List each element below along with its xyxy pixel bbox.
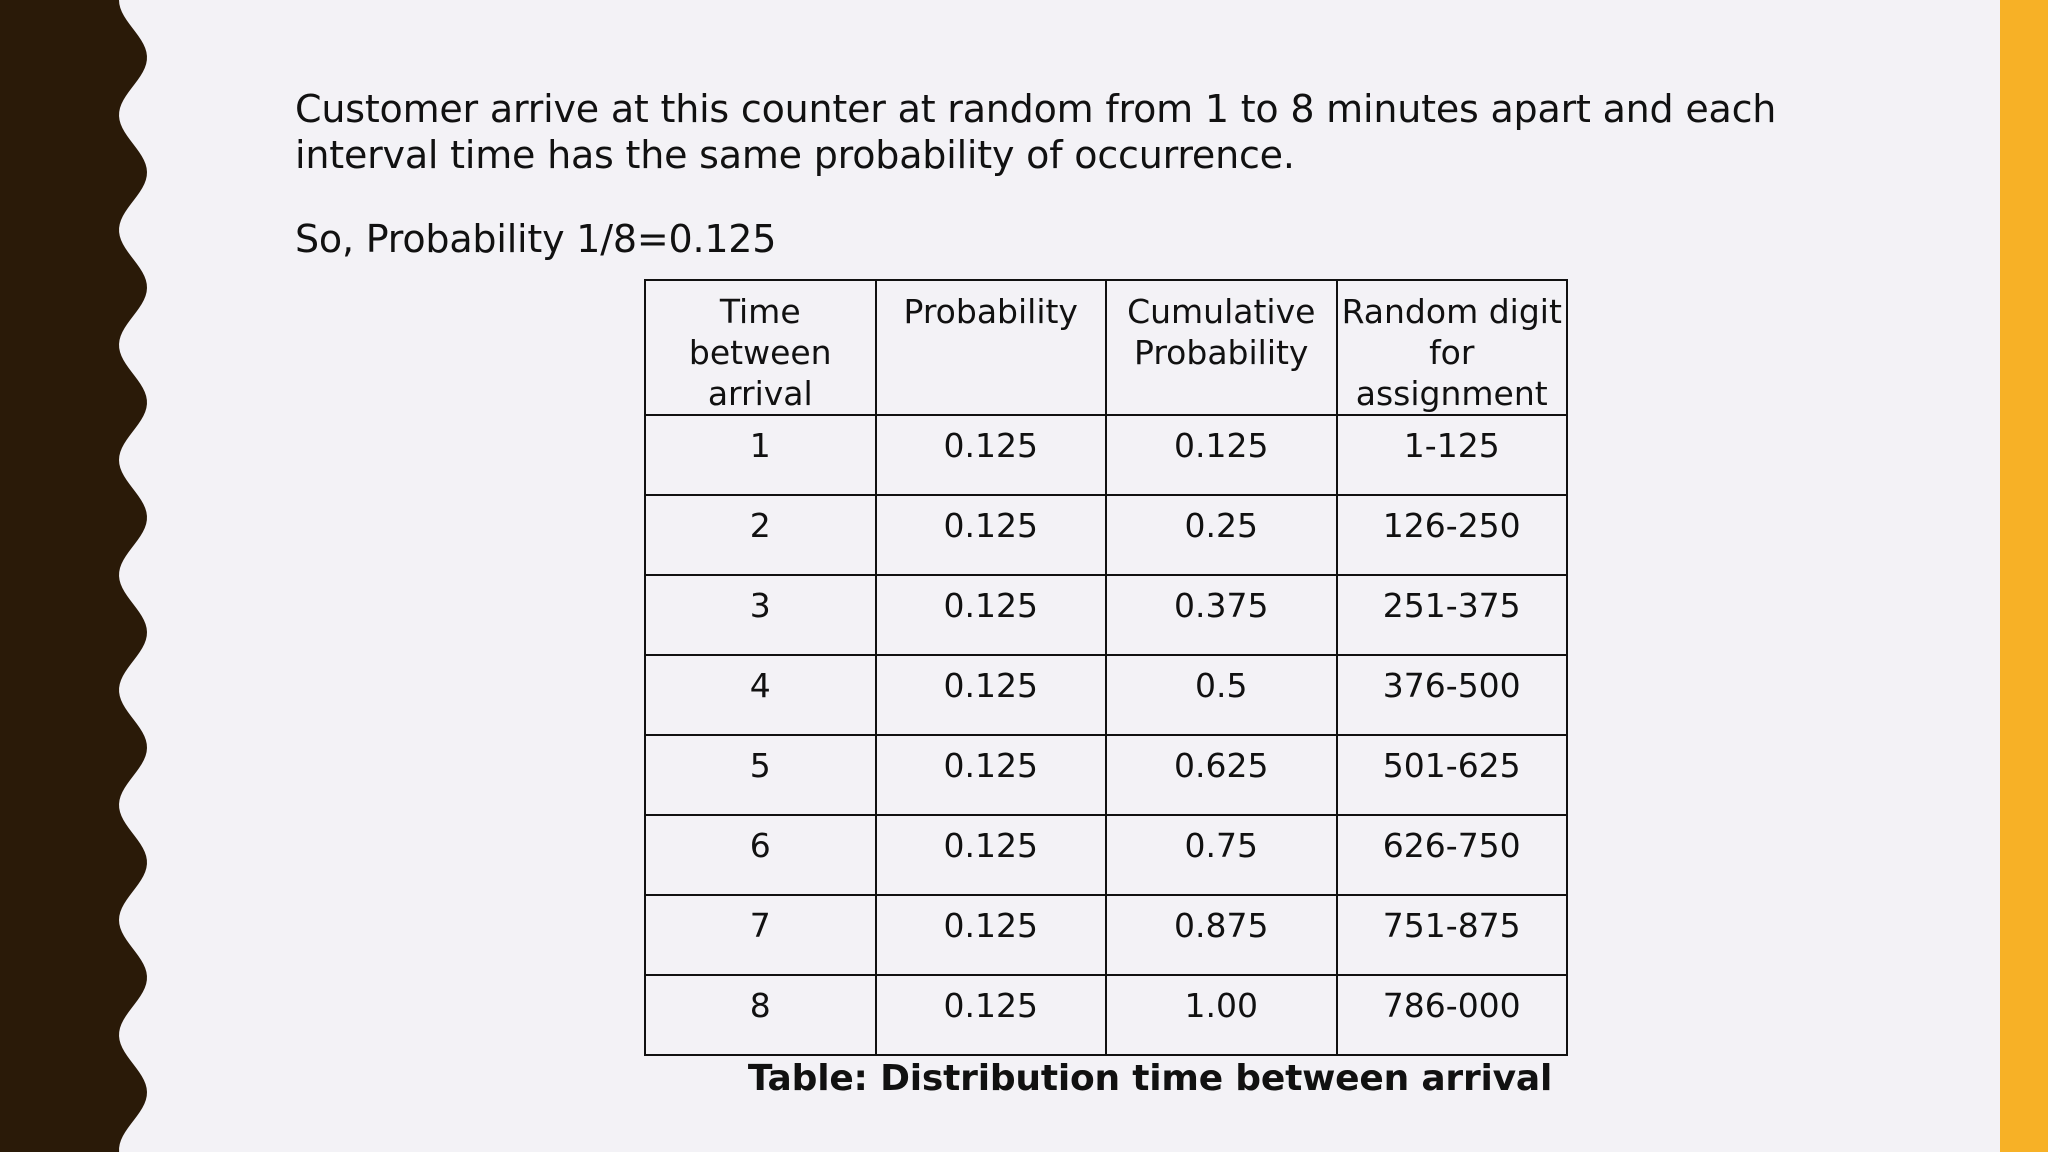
table-row	[645, 415, 1567, 495]
table-row	[645, 815, 1567, 895]
cell-random-digit: 626-750	[1337, 815, 1568, 895]
cell-time: 2	[645, 495, 876, 575]
right-accent-stripe	[2000, 0, 2048, 1152]
cell-time: 6	[645, 815, 876, 895]
cell-probability: 0.125	[876, 735, 1107, 815]
cell-random-digit: 786-000	[1337, 975, 1568, 1055]
cell-probability: 0.125	[876, 895, 1107, 975]
cell-cumulative: 0.375	[1106, 575, 1337, 655]
table-header-row	[645, 280, 1567, 415]
table-caption: Table: Distribution time between arrival	[747, 1058, 1553, 1099]
header-probability: Probability	[876, 280, 1107, 415]
cell-probability: 0.125	[876, 975, 1107, 1055]
cell-probability: 0.125	[876, 495, 1107, 575]
left-wave-decoration	[0, 0, 180, 1152]
header-time-between-arrival: Time between arrival	[645, 280, 876, 415]
cell-cumulative: 0.125	[1106, 415, 1337, 495]
cell-probability: 0.125	[876, 655, 1107, 735]
cell-cumulative: 0.75	[1106, 815, 1337, 895]
table-row	[645, 735, 1567, 815]
cell-random-digit: 251-375	[1337, 575, 1568, 655]
distribution-table	[644, 279, 1568, 1056]
table-row	[645, 575, 1567, 655]
cell-time: 1	[645, 415, 876, 495]
cell-random-digit: 126-250	[1337, 495, 1568, 575]
cell-cumulative: 0.625	[1106, 735, 1337, 815]
cell-random-digit: 376-500	[1337, 655, 1568, 735]
header-cumulative-probability: Cumulative Probability	[1106, 280, 1337, 415]
cell-probability: 0.125	[876, 575, 1107, 655]
cell-random-digit: 1-125	[1337, 415, 1568, 495]
cell-cumulative: 0.875	[1106, 895, 1337, 975]
table-row	[645, 655, 1567, 735]
cell-probability: 0.125	[876, 415, 1107, 495]
table-row	[645, 975, 1567, 1055]
table-row	[645, 895, 1567, 975]
cell-time: 5	[645, 735, 876, 815]
header-random-digit: Random digit for assignment	[1337, 280, 1568, 415]
cell-time: 7	[645, 895, 876, 975]
cell-cumulative: 1.00	[1106, 975, 1337, 1055]
probability-statement: So, Probability 1/8=0.125	[295, 217, 777, 261]
cell-time: 3	[645, 575, 876, 655]
cell-time: 4	[645, 655, 876, 735]
cell-probability: 0.125	[876, 815, 1107, 895]
cell-cumulative: 0.5	[1106, 655, 1337, 735]
cell-time: 8	[645, 975, 876, 1055]
intro-text: Customer arrive at this counter at random from 1 to 8 minutes apart and each interval time has the same probability of occurrence.	[295, 87, 1777, 177]
cell-cumulative: 0.25	[1106, 495, 1337, 575]
cell-random-digit: 501-625	[1337, 735, 1568, 815]
cell-random-digit: 751-875	[1337, 895, 1568, 975]
table-row	[645, 495, 1567, 575]
